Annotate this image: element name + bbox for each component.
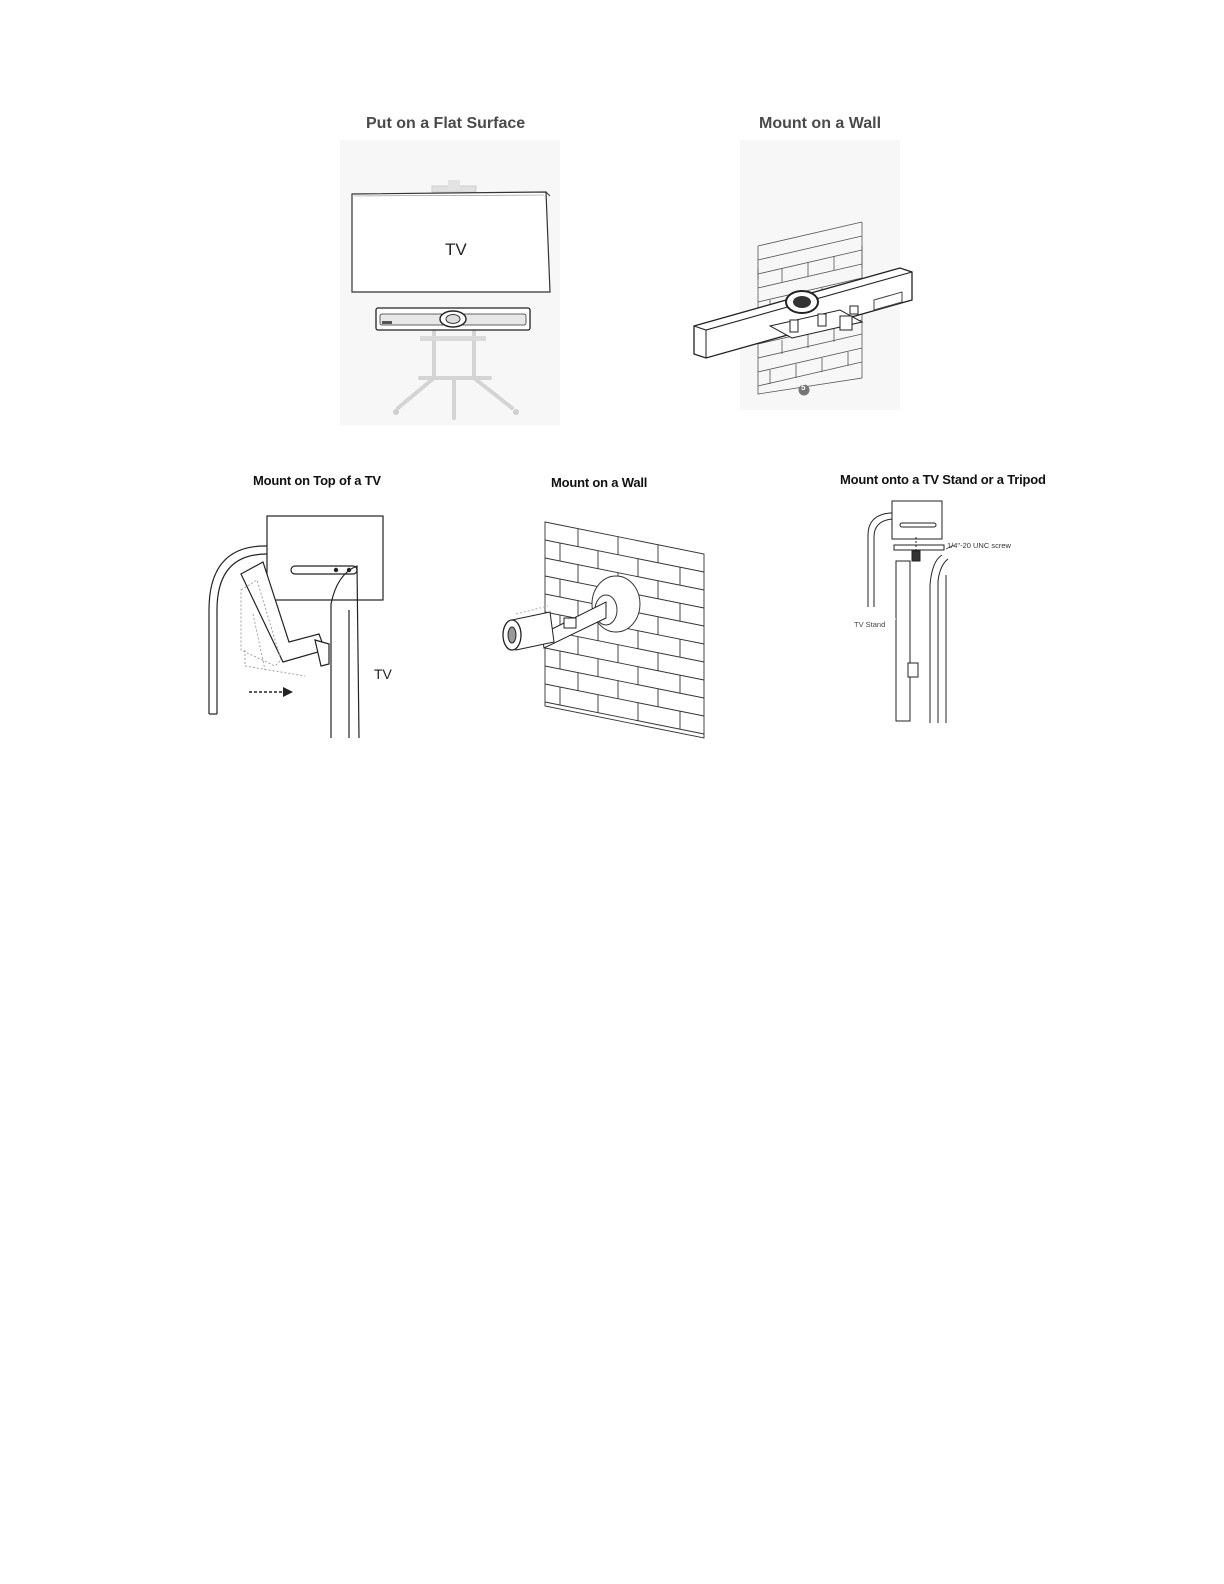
callout-number: 5 (801, 383, 806, 392)
figure-tv-top (205, 510, 405, 745)
figure-title-flat-surface: Put on a Flat Surface (366, 115, 526, 132)
figure-wall-bar (690, 140, 915, 410)
figure-flat-surface (340, 140, 560, 425)
figure-tv-stand (850, 495, 1030, 727)
tv-label: TV (445, 240, 467, 259)
wall-mount-camera-illustration (498, 518, 708, 740)
figure-title-tv-stand: Mount onto a TV Stand or a Tripod (840, 472, 1046, 487)
figure-title-tv-top: Mount on Top of a TV (253, 473, 381, 488)
figure-wall-camera (498, 518, 708, 740)
tv-stand-label: TV Stand (854, 620, 886, 629)
figure-title-wall-bar: Mount on a Wall (759, 115, 882, 132)
tv-label: TV (374, 666, 392, 682)
wall-mount-bar-illustration (690, 140, 915, 410)
tv-stand-mount-illustration (850, 495, 1030, 727)
tv-on-stand-illustration (340, 140, 560, 425)
figure-title-wall-camera: Mount on a Wall (551, 475, 648, 490)
screw-label: 1/4"-20 UNC screw (947, 541, 1011, 550)
tv-top-mount-illustration (205, 510, 405, 745)
